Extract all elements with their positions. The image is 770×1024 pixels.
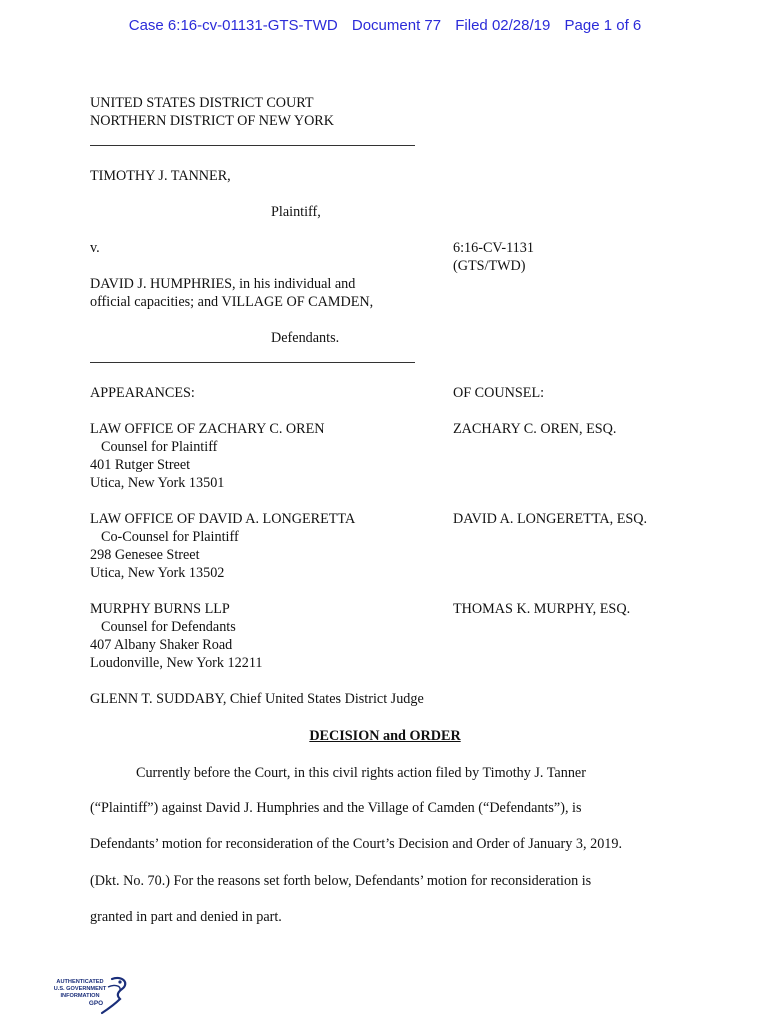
of-counsel-heading: OF COUNSEL: xyxy=(453,385,545,401)
page-indicator: Page 1 of 6 xyxy=(564,17,642,34)
firm-city: Utica, New York 13501 xyxy=(90,475,225,491)
case-number: Case 6:16-cv-01131-GTS-TWD xyxy=(128,17,338,34)
defendants-line2: official capacities; and VILLAGE OF CAMDEN, xyxy=(90,294,374,310)
caption-rule-bottom xyxy=(90,362,415,363)
judge-initials: (GTS/TWD) xyxy=(453,258,526,274)
firm-city: Utica, New York 13502 xyxy=(90,565,225,581)
firm-role: Counsel for Defendants xyxy=(101,619,236,635)
filed-date: Filed 02/28/19 xyxy=(455,17,551,34)
of-counsel-name: ZACHARY C. OREN, ESQ. xyxy=(453,421,617,437)
plaintiff-name: TIMOTHY J. TANNER, xyxy=(90,168,231,184)
firm-role: Co-Counsel for Plaintiff xyxy=(101,529,239,545)
firm-city: Loudonville, New York 12211 xyxy=(90,655,263,671)
body-line-2: (“Plaintiff”) against David J. Humphries and the Village of Camden (“Defendants”), is xyxy=(90,800,582,816)
body-line-4: (Dkt. No. 70.) For the reasons set forth below, Defendants’ motion for reconsideration is xyxy=(90,873,592,889)
caption-rule-top xyxy=(90,145,415,146)
defendants-role: Defendants. xyxy=(271,330,340,346)
plaintiff-role: Plaintiff, xyxy=(271,204,321,220)
defendants-line1: DAVID J. HUMPHRIES, in his individual and xyxy=(90,276,356,292)
court-name-line1: UNITED STATES DISTRICT COURT xyxy=(90,95,314,111)
firm-street: 407 Albany Shaker Road xyxy=(90,637,233,653)
of-counsel-name: DAVID A. LONGERETTA, ESQ. xyxy=(453,511,648,527)
firm-street: 298 Genesee Street xyxy=(90,547,200,563)
case-number-caption: 6:16-CV-1131 xyxy=(453,240,534,256)
gpo-authentication-seal-icon xyxy=(46,973,130,1017)
firm-name: LAW OFFICE OF ZACHARY C. OREN xyxy=(90,421,325,437)
filing-header xyxy=(0,17,770,34)
seal-line-4: GPO xyxy=(88,1000,104,1007)
seal-line-2: U.S. GOVERNMENT xyxy=(53,986,107,992)
decision-title: DECISION and ORDER xyxy=(309,728,461,744)
court-name-line2: NORTHERN DISTRICT OF NEW YORK xyxy=(90,113,335,129)
seal-line-3: INFORMATION xyxy=(60,993,100,999)
document-number: Document 77 xyxy=(351,17,442,34)
body-line-5: granted in part and denied in part. xyxy=(90,909,282,925)
seal-line-1: AUTHENTICATED xyxy=(56,979,104,985)
firm-role: Counsel for Plaintiff xyxy=(101,439,218,455)
versus: v. xyxy=(90,240,100,256)
body-line-3: Defendants’ motion for reconsideration of the Court’s Decision and Order of January 3, 2019. xyxy=(90,836,623,852)
firm-name: LAW OFFICE OF DAVID A. LONGERETTA xyxy=(90,511,356,527)
of-counsel-name: THOMAS K. MURPHY, ESQ. xyxy=(453,601,631,617)
judge-line: GLENN T. SUDDABY, Chief United States District Judge xyxy=(90,691,424,707)
body-line-1: Currently before the Court, in this civil rights action filed by Timothy J. Tanner xyxy=(136,765,586,781)
firm-street: 401 Rutger Street xyxy=(90,457,191,473)
appearances-heading: APPEARANCES: xyxy=(90,385,195,401)
firm-name: MURPHY BURNS LLP xyxy=(90,601,230,617)
